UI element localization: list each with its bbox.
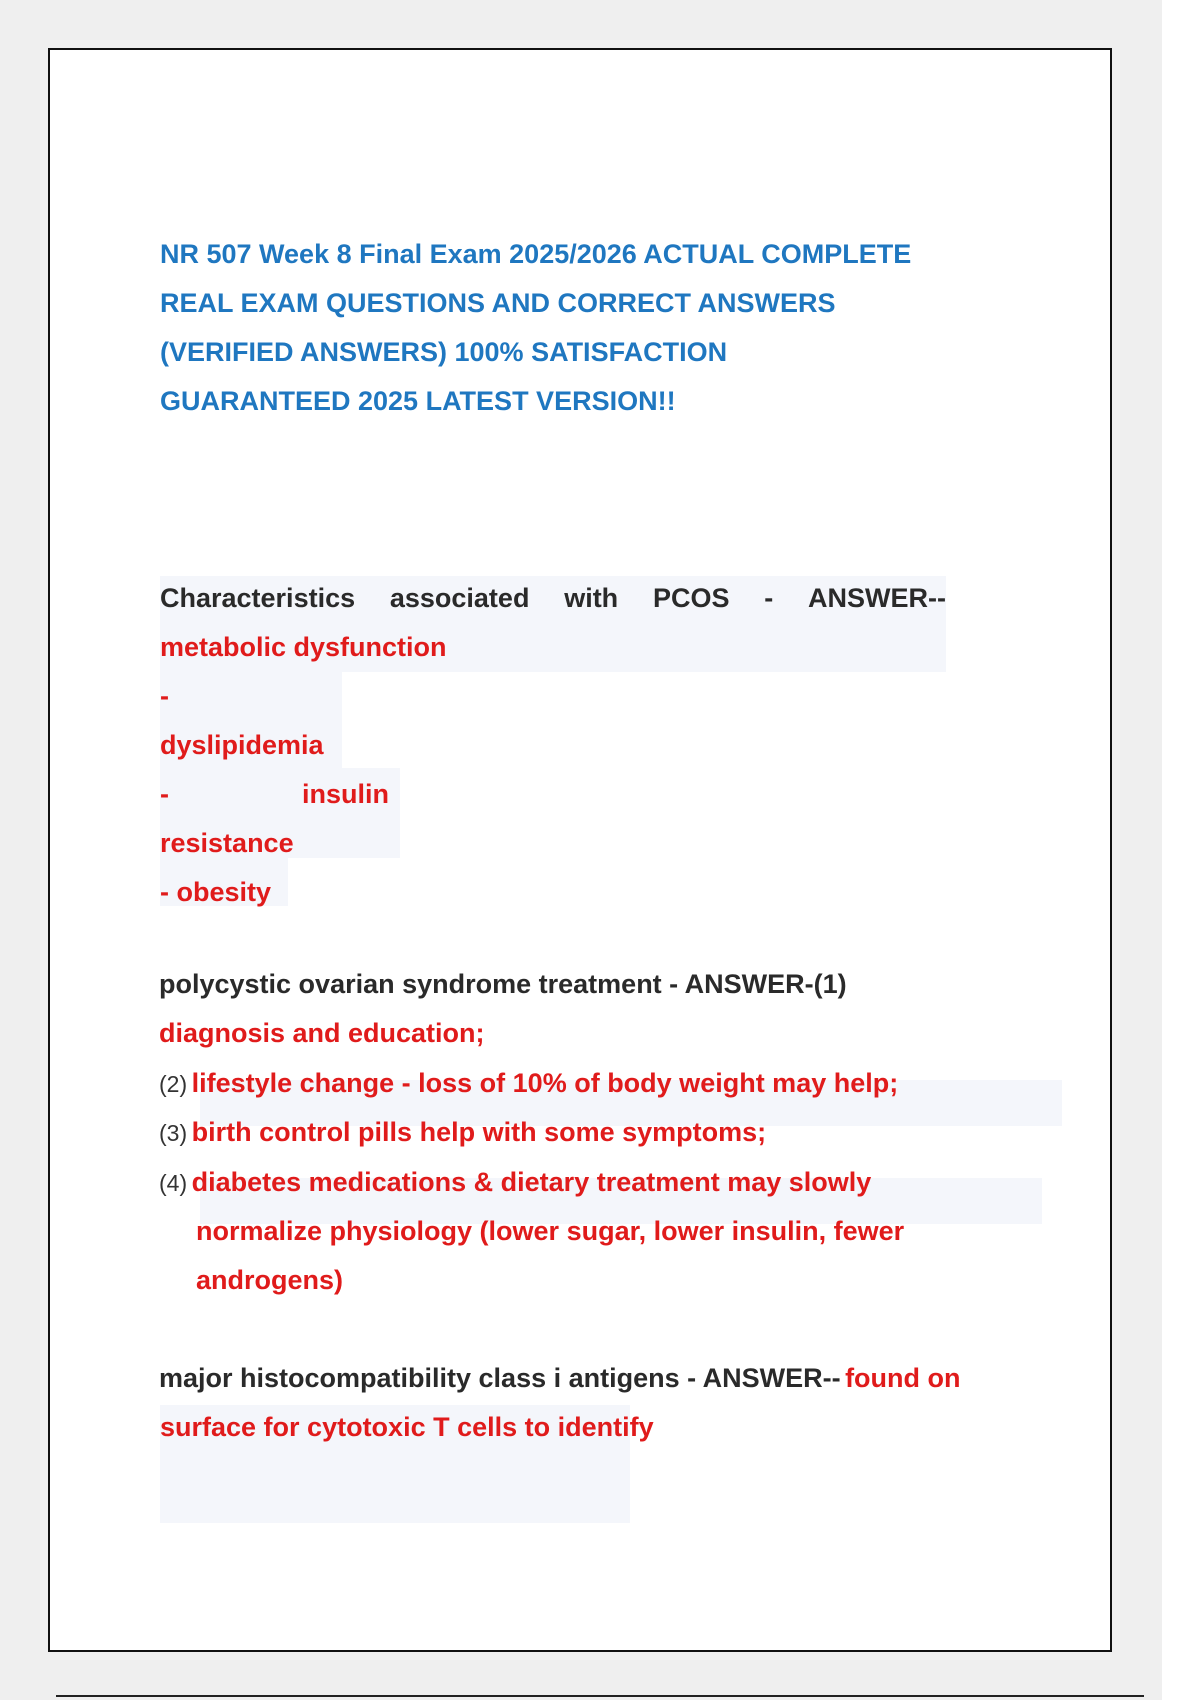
answer-line: metabolic dysfunction [160,632,447,662]
question-word: PCOS [652,583,730,613]
next-page-edge [56,1695,1144,1697]
title-line: (VERIFIED ANSWERS) 100% SATISFACTION [160,337,728,367]
document-page [48,48,1112,1652]
question-word: ANSWER-- [807,583,946,613]
answer-line: surface for cytotoxic T cells to identify [160,1412,654,1442]
answer-item [159,1112,766,1157]
answer-line: dyslipidemia [160,730,324,760]
item-number: (2) [159,1071,188,1097]
item-number: (4) [159,1170,188,1196]
question-word: with [564,583,619,613]
answer-line: insulin [302,779,389,809]
title-line: NR 507 Week 8 Final Exam 2025/2026 ACTUAL COMPLETE [160,239,912,269]
answer-line: - obesity [160,877,272,907]
item-text: birth control pills help with some symptoms; [191,1117,767,1147]
answer-line: diagnosis and education; [159,1018,485,1048]
question-pcos-treatment: polycystic ovarian syndrome treatment - ANSWER-(1) [159,969,847,999]
item-number: (3) [159,1120,188,1146]
answer-line: androgens) [196,1265,344,1295]
item-text: diabetes medications & dietary treatment may slowly [191,1167,872,1197]
answer-line: resistance [160,828,294,858]
answer-line: - [160,681,169,711]
answer-line: normalize physiology (lower sugar, lower insulin, fewer [196,1216,905,1246]
answer-item [159,1162,871,1207]
title-line: GUARANTEED 2025 LATEST VERSION!! [160,386,676,416]
answer-line: - [160,779,169,809]
question-text: major histocompatibility class i antigens - ANSWER-- [159,1363,841,1393]
page-margin-strip [1162,0,1200,1700]
item-text: lifestyle change - loss of 10% of body weight may help; [191,1068,899,1098]
question-word: - [764,583,774,613]
question-pcos-characteristics [160,578,946,618]
question-word: Characteristics [160,583,356,613]
answer-item [159,1063,898,1108]
question-word: associated [389,583,530,613]
title-line: REAL EXAM QUESTIONS AND CORRECT ANSWERS [160,288,836,318]
answer-inline: found on [845,1363,961,1393]
question-mhc-class-i [159,1358,961,1403]
document-title [160,230,1020,426]
